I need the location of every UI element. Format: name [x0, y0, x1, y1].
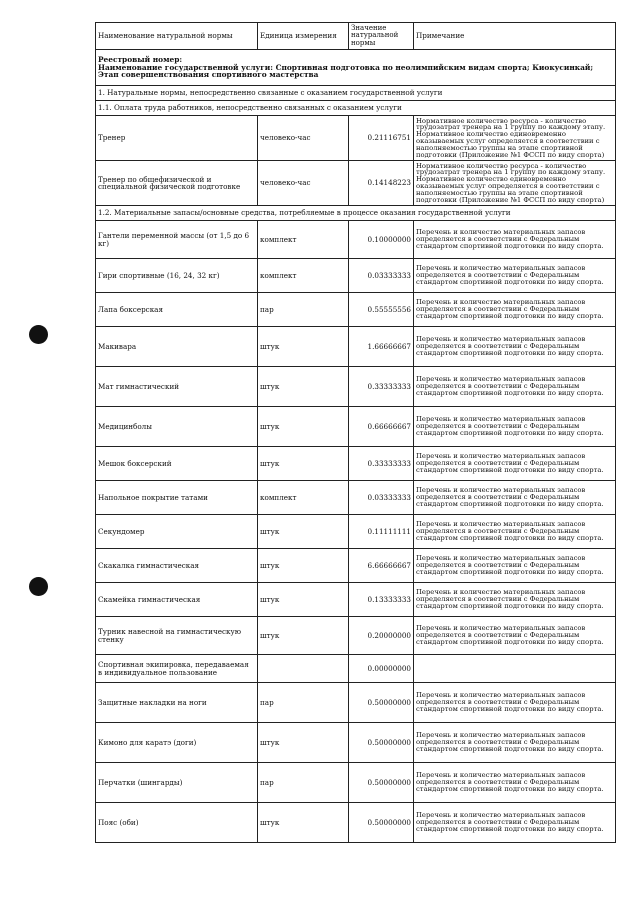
table-row [96, 583, 616, 617]
unit-of-measure: штук [258, 549, 349, 583]
norm-value: 0.55555556 [349, 293, 414, 327]
norm-value: 0.66666667 [349, 407, 414, 447]
unit-of-measure: штук [258, 407, 349, 447]
note: Перечень и количество материальных запасов определяется в соответствии с Федеральным стандартом спортивной подготовки по виду спорта. [414, 407, 616, 447]
note: Перечень и количество материальных запасов определяется в соответствии с Федеральным стандартом спортивной подготовки по виду спорта. [414, 583, 616, 617]
unit-of-measure: штук [258, 327, 349, 367]
norm-value: 0.50000000 [349, 683, 414, 723]
note [414, 655, 616, 683]
unit-of-measure: штук [258, 617, 349, 655]
norm-name: Секундомер [96, 515, 258, 549]
section-1-title: 1. Натуральные нормы, непосредственно связанные с оказанием государственной услуги [96, 86, 616, 101]
norm-value: 0.14148223 [349, 161, 414, 206]
table-row [96, 683, 616, 723]
unit-of-measure: пар [258, 293, 349, 327]
note: Перечень и количество материальных запасов определяется в соответствии с Федеральным стандартом спортивной подготовки по виду спорта. [414, 515, 616, 549]
header-norm-name: Наименование натуральной нормы [96, 23, 258, 50]
norms-table [95, 22, 616, 843]
header-value: Значение натуральной нормы [349, 23, 414, 50]
unit-of-measure: комплект [258, 221, 349, 259]
norm-name: Пояс (оби) [96, 803, 258, 843]
note: Нормативное количество ресурса - количество трудозатрат тренера на 1 группу по каждому этапу. Нормативное количество единовременно оказываемых услуг определяется в соответствии с наполняемостью группы на этапе спортивной подготовки (Приложение №1 ФССП по виду спорта) [414, 116, 616, 161]
note: Перечень и количество материальных запасов определяется в соответствии с Федеральным стандартом спортивной подготовки по виду спорта. [414, 367, 616, 407]
note: Перечень и количество материальных запасов определяется в соответствии с Федеральным стандартом спортивной подготовки по виду спорта. [414, 549, 616, 583]
norm-value: 0.03333333 [349, 259, 414, 293]
table-row [96, 327, 616, 367]
norm-name: Турник навесной на гимнастическую стенку [96, 617, 258, 655]
table-row [96, 549, 616, 583]
table-row [96, 221, 616, 259]
norm-value: 0.50000000 [349, 763, 414, 803]
note: Перечень и количество материальных запасов определяется в соответствии с Федеральным стандартом спортивной подготовки по виду спорта. [414, 763, 616, 803]
note: Перечень и количество материальных запасов определяется в соответствии с Федеральным стандартом спортивной подготовки по виду спорта. [414, 293, 616, 327]
registry-row [96, 50, 616, 86]
table-row [96, 447, 616, 481]
norm-value: 0.50000000 [349, 723, 414, 763]
unit-of-measure: комплект [258, 259, 349, 293]
section-row [96, 101, 616, 116]
header-note: Примечание [414, 23, 616, 50]
table-row [96, 723, 616, 763]
unit-of-measure: штук [258, 447, 349, 481]
norm-value: 1.66666667 [349, 327, 414, 367]
registry-cell [96, 50, 616, 86]
norm-value: 0.33333333 [349, 447, 414, 481]
table-row [96, 259, 616, 293]
norm-name: Защитные накладки на ноги [96, 683, 258, 723]
norm-value: 0.33333333 [349, 367, 414, 407]
norm-name: Перчатки (шингарды) [96, 763, 258, 803]
norm-name: Гири спортивные (16, 24, 32 кг) [96, 259, 258, 293]
norm-value: 0.10000000 [349, 221, 414, 259]
norm-name: Скакалка гимнастическая [96, 549, 258, 583]
section-1-1-title: 1.1. Оплата труда работников, непосредственно связанных с оказанием услуги [96, 101, 616, 116]
norm-name: Медицинболы [96, 407, 258, 447]
norm-value: 0.13333333 [349, 583, 414, 617]
note: Перечень и количество материальных запасов определяется в соответствии с Федеральным стандартом спортивной подготовки по виду спорта. [414, 617, 616, 655]
norm-name: Спортивная экипировка, передаваемая в индивидуальное пользование [96, 655, 258, 683]
norm-value: 0.00000000 [349, 655, 414, 683]
unit-of-measure: штук [258, 515, 349, 549]
note: Перечень и количество материальных запасов определяется в соответствии с Федеральным стандартом спортивной подготовки по виду спорта. [414, 683, 616, 723]
section-row [96, 86, 616, 101]
norm-name: Напольное покрытие татами [96, 481, 258, 515]
note: Перечень и количество материальных запасов определяется в соответствии с Федеральным стандартом спортивной подготовки по виду спорта. [414, 259, 616, 293]
norm-name: Макивара [96, 327, 258, 367]
unit-of-measure: пар [258, 683, 349, 723]
table-row [96, 293, 616, 327]
norm-value: 0.21116751 [349, 116, 414, 161]
note: Перечень и количество материальных запасов определяется в соответствии с Федеральным стандартом спортивной подготовки по виду спорта. [414, 447, 616, 481]
norm-name: Мат гимнастический [96, 367, 258, 407]
norm-value: 0.11111111 [349, 515, 414, 549]
unit-of-measure: человеко-час [258, 161, 349, 206]
note: Перечень и количество материальных запасов определяется в соответствии с Федеральным стандартом спортивной подготовки по виду спорта. [414, 803, 616, 843]
note: Перечень и количество материальных запасов определяется в соответствии с Федеральным стандартом спортивной подготовки по виду спорта. [414, 327, 616, 367]
norm-value: 6.66666667 [349, 549, 414, 583]
norm-name: Кимоно для каратэ (доги) [96, 723, 258, 763]
table-row [96, 481, 616, 515]
registry-number-label: Реестровый номер: [98, 55, 183, 65]
service-name: Наименование государственной услуги: Спортивная подготовка по неолимпийским видам спорта; Киокусинкай; Этап совершенствования спортивного мастерства [98, 62, 594, 80]
header-unit: Единица измерения [258, 23, 349, 50]
table-row [96, 116, 616, 161]
unit-of-measure: штук [258, 723, 349, 763]
table-row [96, 161, 616, 206]
norm-value: 0.20000000 [349, 617, 414, 655]
unit-of-measure: человеко-час [258, 116, 349, 161]
table-row [96, 655, 616, 683]
unit-of-measure: пар [258, 763, 349, 803]
note: Перечень и количество материальных запасов определяется в соответствии с Федеральным стандартом спортивной подготовки по виду спорта. [414, 723, 616, 763]
unit-of-measure: комплект [258, 481, 349, 515]
table-row [96, 617, 616, 655]
table-row [96, 367, 616, 407]
norm-name: Мешок боксерский [96, 447, 258, 481]
table-header-row [96, 23, 616, 50]
table-row [96, 803, 616, 843]
norm-name: Скамейка гимнастическая [96, 583, 258, 617]
norm-value: 0.50000000 [349, 803, 414, 843]
section-row [96, 206, 616, 221]
punch-hole-mark [29, 577, 48, 596]
table-row [96, 407, 616, 447]
unit-of-measure: штук [258, 583, 349, 617]
norm-name: Гантели переменной массы (от 1,5 до 6 кг) [96, 221, 258, 259]
table-row [96, 515, 616, 549]
note: Перечень и количество материальных запасов определяется в соответствии с Федеральным стандартом спортивной подготовки по виду спорта. [414, 481, 616, 515]
norm-name: Тренер по общефизической и специальной физической подготовке [96, 161, 258, 206]
note: Нормативное количество ресурса - количество трудозатрат тренера на 1 группу по каждому этапу. Нормативное количество единовременно оказываемых услуг определяется в соответствии с наполняемостью группы на этапе спортивной подготовки (Приложение №1 ФССП по виду спорта) [414, 161, 616, 206]
unit-of-measure [258, 655, 349, 683]
note: Перечень и количество материальных запасов определяется в соответствии с Федеральным стандартом спортивной подготовки по виду спорта. [414, 221, 616, 259]
norm-name: Лапа боксерская [96, 293, 258, 327]
section-1-2-title: 1.2. Материальные запасы/основные средства, потребляемые в процессе оказания государственной услуги [96, 206, 616, 221]
norm-value: 0.03333333 [349, 481, 414, 515]
punch-hole-mark [29, 325, 48, 344]
norm-name: Тренер [96, 116, 258, 161]
table-row [96, 763, 616, 803]
unit-of-measure: штук [258, 803, 349, 843]
unit-of-measure: штук [258, 367, 349, 407]
